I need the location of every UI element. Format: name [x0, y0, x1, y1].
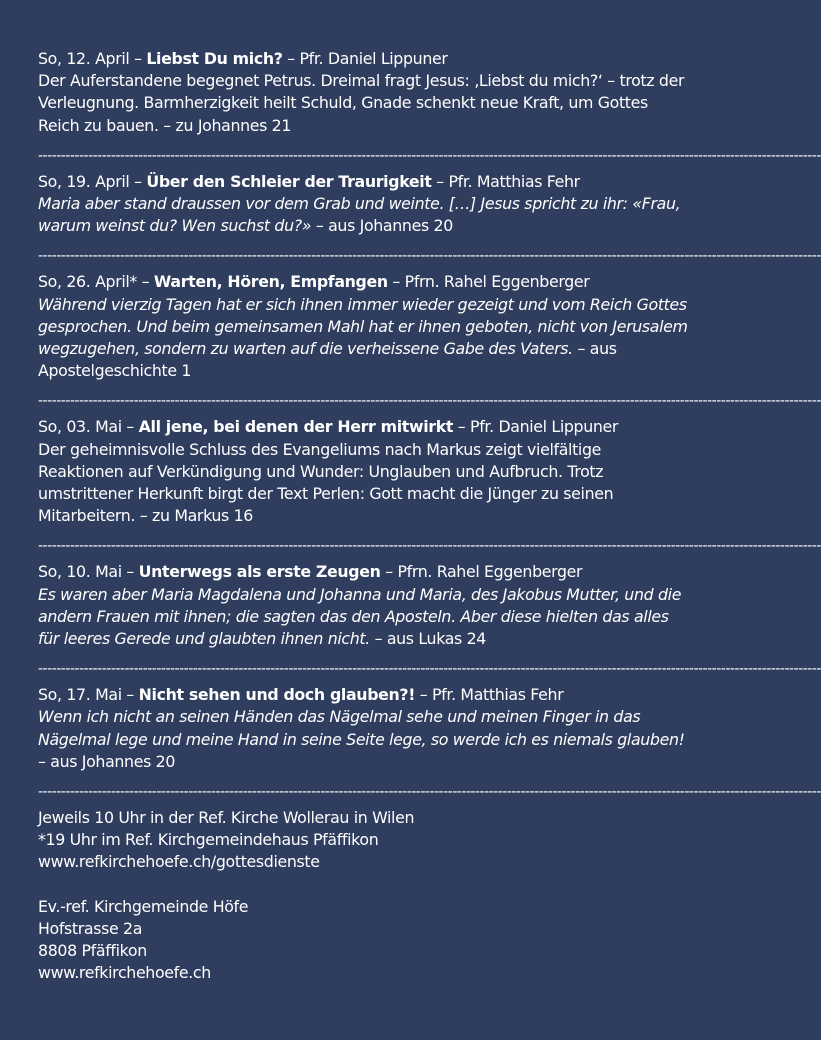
service-schedule [38, 48, 821, 985]
bible-reference: aus Johannes 20 [50, 751, 176, 771]
sermon-description: Der geheimnisvolle Schluss des Evangeliums nach Markus zeigt vielfältige Reaktionen auf Verkündigung und Wunder: Unglauben und Aufbruch. Trotz umstrittener Herkunft birgt der Text Perlen: Gott macht die Jünger zu seinen Mitarbeitern. [38, 439, 614, 526]
service-date: So, 26. April* [38, 272, 137, 292]
organization-name: Ev.-ref. Kirchgemeinde Höfe [38, 896, 249, 916]
bible-reference: zu Markus 16 [152, 506, 254, 526]
service-entry: So, 17. Mai – Nicht sehen und doch glauben?! – Pfr. Matthias Fehr Wenn ich nicht an seinen Händen das Nägelmal sehe und meinen Finger in das Nägelmal lege und meine Hand in seine Seite lege, so werde ich es niemals glauben! – aus Johannes 20 [38, 685, 685, 771]
service-date: So, 17. Mai [38, 685, 122, 705]
service-entry: So, 03. Mai – All jene, bei denen der Herr mitwirkt – Pfr. Daniel Lippuner Der geheimnisvolle Schluss des Evangeliums nach Markus zeigt vielfältige Reaktionen auf Verkündigung und Wunder: Unglauben und Aufbruch. Trotz umstrittener Herkunft birgt der Text Perlen: Gott macht die Jünger zu seinen Mitarbeitern. – zu Markus 16 [38, 417, 619, 526]
sermon-quote: Wenn ich nicht an seinen Händen das Nägelmal sehe und meinen Finger in das Nägelmal lege und meine Hand in seine Seite lege, so werde ich es niemals glauben! [38, 707, 685, 749]
dashed-divider: ---------------------------------------------------------------------------------------------------------------------------------------------------------------------------- [38, 661, 821, 678]
bible-reference: aus Lukas 24 [386, 629, 486, 649]
sermon-title: Nicht sehen und doch glauben?! [138, 685, 416, 705]
bible-reference: zu Johannes 21 [175, 115, 292, 135]
bible-reference: aus Apostelgeschichte 1 [38, 339, 617, 381]
website-link[interactable]: www.refkirchehoefe.ch [38, 963, 211, 983]
sermon-title: Über den Schleier der Traurigkeit [146, 171, 432, 191]
footer-info [38, 807, 688, 984]
pastor-name: Pfrn. Rahel Eggenberger [397, 562, 583, 582]
dashed-divider: ---------------------------------------------------------------------------------------------------------------------------------------------------------------------------- [38, 538, 821, 555]
sermon-description: Der Auferstandene begegnet Petrus. Dreimal fragt Jesus: ‚Liebst du mich?‘ – trotz der Verleugnung. Barmherzigkeit heilt Schuld, Gnade schenkt neue Kraft, um Gottes Reich zu bauen. [38, 71, 685, 135]
sermon-title: Liebst Du mich? [146, 49, 283, 68]
service-date: So, 12. April [38, 49, 130, 68]
postal-city: 8808 Pfäffikon [38, 941, 147, 961]
pastor-name: Pfr. Daniel Lippuner [299, 49, 448, 68]
sermon-title: All jene, bei denen der Herr mitwirkt [138, 417, 454, 437]
dashed-divider: ---------------------------------------------------------------------------------------------------------------------------------------------------------------------------- [38, 784, 821, 801]
dashed-divider: ---------------------------------------------------------------------------------------------------------------------------------------------------------------------------- [38, 248, 821, 265]
pastor-name: Pfrn. Rahel Eggenberger [404, 272, 590, 292]
pastor-name: Pfr. Matthias Fehr [432, 685, 564, 705]
service-date: So, 19. April [38, 171, 130, 191]
service-entry: So, 19. April – Über den Schleier der Traurigkeit – Pfr. Matthias Fehr Maria aber stand draussen vor dem Grab und weinte. […] Jesus spricht zu ihr: «Frau, warum weinst du? Wen suchst du?» – aus Johannes 20 [38, 171, 681, 236]
pastor-name: Pfr. Matthias Fehr [448, 171, 580, 191]
sermon-quote: Während vierzig Tagen hat er sich ihnen immer wieder gezeigt und vom Reich Gottes gesprochen. Und beim gemeinsamen Mahl hat er ihnen geboten, nicht von Jerusalem wegzugehen, sondern zu warten auf die verheissene Gabe des Vaters. [38, 294, 688, 359]
street-address: Hofstrasse 2a [38, 918, 143, 938]
sermon-quote: Maria aber stand draussen vor dem Grab und weinte. […] Jesus spricht zu ihr: «Frau, warum weinst du? Wen suchst du?» [38, 194, 681, 236]
bible-reference: aus Johannes 20 [328, 216, 453, 236]
service-date: So, 10. Mai [38, 562, 122, 582]
pastor-name: Pfr. Daniel Lippuner [470, 417, 619, 437]
service-entry: So, 12. April – Liebst Du mich? – Pfr. Daniel Lippuner Der Auferstandene begegnet Petrus. Dreimal fragt Jesus: ‚Liebst du mich?‘ – trotz der Verleugnung. Barmherzigkeit heilt Schuld, Gnade schenkt neue Kraft, um Gottes Reich zu bauen. – zu Johannes 21 [38, 49, 685, 135]
alternate-location-note: *19 Uhr im Ref. Kirchgemeindehaus Pfäffikon [38, 830, 379, 850]
service-date: So, 03. Mai [38, 417, 122, 437]
services-link[interactable]: www.refkirchehoefe.ch/gottesdienste [38, 852, 320, 872]
sermon-title: Unterwegs als erste Zeugen [138, 562, 381, 582]
service-time-note: Jeweils 10 Uhr in der Ref. Kirche Wollerau in Wilen [38, 808, 415, 828]
dashed-divider: ---------------------------------------------------------------------------------------------------------------------------------------------------------------------------- [38, 393, 821, 410]
spacer [38, 874, 688, 896]
service-entry: So, 10. Mai – Unterwegs als erste Zeugen – Pfrn. Rahel Eggenberger Es waren aber Maria Magdalena und Johanna und Maria, des Jakobus Mutter, und die andern Frauen mit ihnen; die sagten das den Aposteln. Aber diese hielten das alles für leeres Gerede und glaubten ihnen nicht. – aus Lukas 24 [38, 562, 682, 649]
sermon-title: Warten, Hören, Empfangen [153, 272, 388, 292]
sermon-quote: Es waren aber Maria Magdalena und Johanna und Maria, des Jakobus Mutter, und die andern Frauen mit ihnen; die sagten das den Aposteln. Aber diese hielten das alles für leeres Gerede und glaubten ihnen nicht. [38, 584, 682, 649]
service-entry: So, 26. April* – Warten, Hören, Empfangen – Pfrn. Rahel Eggenberger Während vierzig Tagen hat er sich ihnen immer wieder gezeigt und vom Reich Gottes gesprochen. Und beim gemeinsamen Mahl hat er ihnen geboten, nicht von Jerusalem wegzugehen, sondern zu warten auf die verheissene Gabe des Vaters. – aus Apostelgeschichte 1 [38, 272, 688, 381]
dashed-divider: ---------------------------------------------------------------------------------------------------------------------------------------------------------------------------- [38, 147, 821, 164]
